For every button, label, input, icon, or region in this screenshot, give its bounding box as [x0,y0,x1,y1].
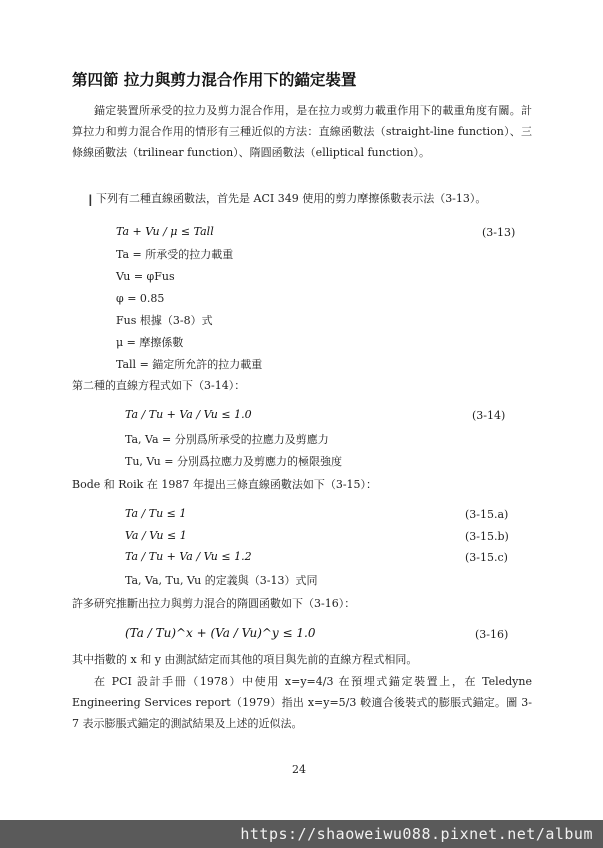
equation-3-15b: Va / Vu ≤ 1 [125,529,187,542]
equation-number-3-14: (3-14) [472,409,506,422]
bode-roik-intro: Bode 和 Roik 在 1987 年提出三條直線函數法如下（3-15）： [72,478,378,491]
section-heading: 第四節 拉力與剪力混合作用下的錨定裝置 [72,70,357,89]
equation-3-15a: Ta / Tu ≤ 1 [125,507,187,520]
paragraph-intro: 錨定裝置所承受的拉力及剪力混合作用，是在拉力或剪力載重作用下的載重角度有關。計算拉力和剪力混合作用的情形有三種近似的方法：直線函數法（straight-line function）、三條線函數法（trilinear function）、隋圓函數法（elliptical function）。 [72,104,532,159]
watermark-url: https://shaoweiwu088.pixnet.net/album [240,825,593,843]
equation-3-14: Ta / Tu + Va / Vu ≤ 1.0 [125,408,252,421]
definition-line: Ta, Va = 分別爲所承受的拉應力及剪應力 [125,433,329,446]
page-number: 24 [292,763,306,776]
text-cursor-icon: I [88,191,93,210]
equation-number-3-16: (3-16) [475,628,509,641]
equation-3-13: Ta + Vu / μ ≤ Tall [116,225,214,238]
paragraph-linear-methods: 下列有二種直線函數法，首先是 ACI 349 使用的剪力摩擦係數表示法（3-13）。 [96,192,487,205]
definition-line: Ta, Va, Tu, Vu 的定義與（3-13）式同 [125,574,318,587]
elliptical-intro: 許多研究推斷出拉力與剪力混合的隋圓函數如下（3-16）： [72,597,356,610]
watermark-bar [0,820,603,848]
equation-number-3-15b: (3-15.b) [465,530,509,543]
equation-number-3-15a: (3-15.a) [465,508,509,521]
definition-line: μ = 摩擦係數 [116,336,184,349]
equation-number-3-15c: (3-15.c) [465,551,508,564]
definition-line: Tall = 錨定所允許的拉力載重 [116,358,263,371]
paragraph-pci: 在 PCI 設計手冊（1978）中使用 x=y=4/3 在預埋式錨定裝置上，在 Teledyne Engineering Services report（1979）指出 x=y=5/3 較適合後裝式的膨脹式錨定。圖 3-7 表示膨脹式錨定的測試結果及上述的近似法。 [72,675,532,730]
equation-number-3-13: (3-13) [482,226,516,239]
definition-line: Vu = φFus [116,270,175,283]
equation-3-16: (Ta / Tu)^x + (Va / Vu)^y ≤ 1.0 [125,626,316,640]
definition-line: Tu, Vu = 分別爲拉應力及剪應力的極限強度 [125,455,342,468]
equation-3-15c: Ta / Tu + Va / Vu ≤ 1.2 [125,550,252,563]
second-linear-intro: 第二種的直線方程式如下（3-14）： [72,379,246,392]
definition-line: Ta = 所承受的拉力載重 [116,248,234,261]
definition-line: Fus 根據（3-8）式 [116,314,213,327]
definition-line: φ = 0.85 [116,292,165,305]
exponent-note: 其中指數的 x 和 y 由測試結定而其他的項目與先前的直線方程式相同。 [72,653,418,666]
